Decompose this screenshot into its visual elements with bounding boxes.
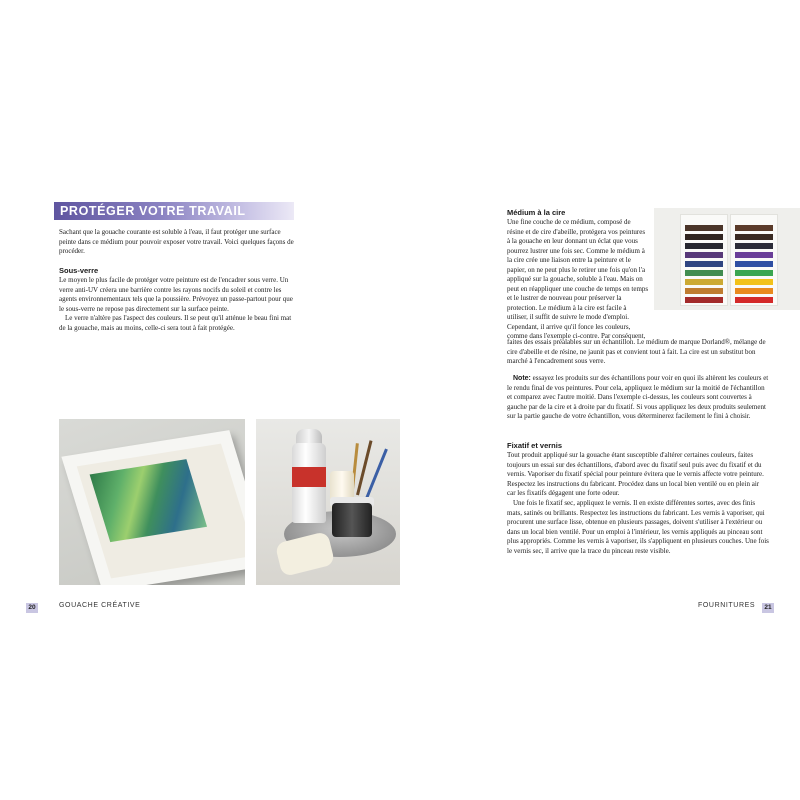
color-swatch [735,225,773,231]
subheading-medium-cire: Médium à la cire [507,208,566,217]
color-swatch [735,261,773,267]
wax-jar [332,503,372,537]
subheading-fixatif-vernis: Fixatif et vernis [507,441,563,450]
color-swatch [685,297,723,303]
swatch-card-wax [680,214,728,306]
section-title: PROTÉGER VOTRE TRAVAIL [60,204,246,218]
page-number-left: 20 [26,603,38,613]
running-title-right: FOURNITURES [698,602,756,609]
color-swatch [735,270,773,276]
paragraph-sous-verre-1: Le moyen le plus facile de protéger votre peinture est de l'encadrer sous verre. Un verre anti-UV créera une barrière contre les rayons nocifs du soleil et contre les agents environnementaux tels que la poussière. Prévoyez un passe-partout pour que le sous-verre ne repose pas directement sur la surface peinte. [59,276,293,313]
color-swatch [735,243,773,249]
right-page [400,0,800,800]
color-swatch [735,234,773,240]
note-label: Note: [513,375,531,382]
note-paragraph [507,374,769,422]
framed-painting-photo [59,419,245,585]
color-swatch [685,288,723,294]
running-title-left: GOUACHE CRÉATIVE [59,602,141,609]
spray-can-label [292,467,326,487]
color-swatch [685,234,723,240]
picture-frame [61,430,245,585]
color-swatch-photo [654,208,800,310]
supplies-photo [256,419,400,585]
color-swatch [685,270,723,276]
color-swatch [685,279,723,285]
color-swatch [735,252,773,258]
intro-paragraph: Sachant que la gouache courante est soluble à l'eau, il faut protéger une surface peinte dans ce médium pour pouvoir exposer votre travail. Voici quelques façons de procéder. [59,228,294,255]
page-number-right: 21 [762,603,774,613]
paragraph-medium-cire-cont: faites des essais préalables sur un échantillon. Le médium de marque Dorland®, mélange de cire d'abeille et de résine, ne jaunit pas et convient tout à fait. La cire est un substitut bon marché à l'encadrement sous verre. [507,338,766,365]
swatch-card-fixative [730,214,778,306]
color-swatch [735,279,773,285]
color-swatch [685,243,723,249]
color-swatch [735,288,773,294]
paragraph-fixatif-1: Tout produit appliqué sur la gouache étant susceptible d'altérer certaines couleurs, faites toujours un essai sur des échantillons, d'abord avec du fixatif seul puis avec du fixatif et du vernis. Vaporiser du fixatif spécial pour peinture évitera que le vernis affecte votre peinture. Respectez les instructions du fabricant. Procédez dans un local bien ventilé ou en plein air car les fixatifs dégagent une forte odeur. [507,451,764,497]
subheading-sous-verre: Sous-verre [59,266,99,275]
paragraph-fixatif-2: Une fois le fixatif sec, appliquez le vernis. Il en existe différentes sortes, avec des finis mats, satinés ou brillants. Respectez les instructions du fabricant. Les vernis à vaporiser, qui procurent une surface lisse, obtenue en plusieurs passages, doivent s'utiliser à l'extérieur ou dans un local bien ventilé. Pour un emploi à l'intérieur, les vernis appliqués au pinceau sont plus appropriés. Comme les vernis à vaporiser, ils s'appliquent en plusieurs couches. Une fois le vernis sec, il arrive que la trace du pinceau reste visible. [507,499,769,555]
color-swatch [735,297,773,303]
color-swatch [685,225,723,231]
color-swatch [685,261,723,267]
paragraph-medium-cire: Une fine couche de ce médium, composé de résine et de cire d'abeille, protégera vos peintures à la gouache en leur donnant un éclat que vous pourrez lustrer une fois sec. Comme le médium à la cire crée une liaison entre la peinture et le papier, on ne peut plus le retirer une fois qu'on l'a appliqué sur la gouache, soluble à l'eau. Mais on peut en réappliquer une couche de temps en temps et le lustrer de nouveau pour préserver la protection. Le médium à la cire est facile à utiliser, il suffit de suivre le mode d'emploi. Cependant, il arrive qu'il fonce les couleurs, comme dans l'exemple ci-contre. Par conséquent, [507,218,649,340]
section-title-banner [54,202,294,220]
polishing-cloth [275,531,336,577]
color-swatch [685,252,723,258]
paragraph-sous-verre-2: Le verre n'altère pas l'aspect des couleurs. Il se peut qu'il atténue le beau fini mat de la gouache, mais au moins, celle-ci sera tout à fait protégée. [59,314,292,332]
note-text: essayez les produits sur des échantillons pour voir en quoi ils altèrent les couleurs et le rendu final de vos peintures. Pour cela, appliquez le médium sur la moitié de l'échantillon et comparez avec l'autre moitié. Dans l'exemple ci-dessus, les couleurs sont couvertes à gauche par de la cire et à droite par du fixatif. Si vous appliquez les deux produits seulement sur la partie gauche de votre échantillon, vous déterminerez facilement le fini à choisir. [507,374,769,420]
